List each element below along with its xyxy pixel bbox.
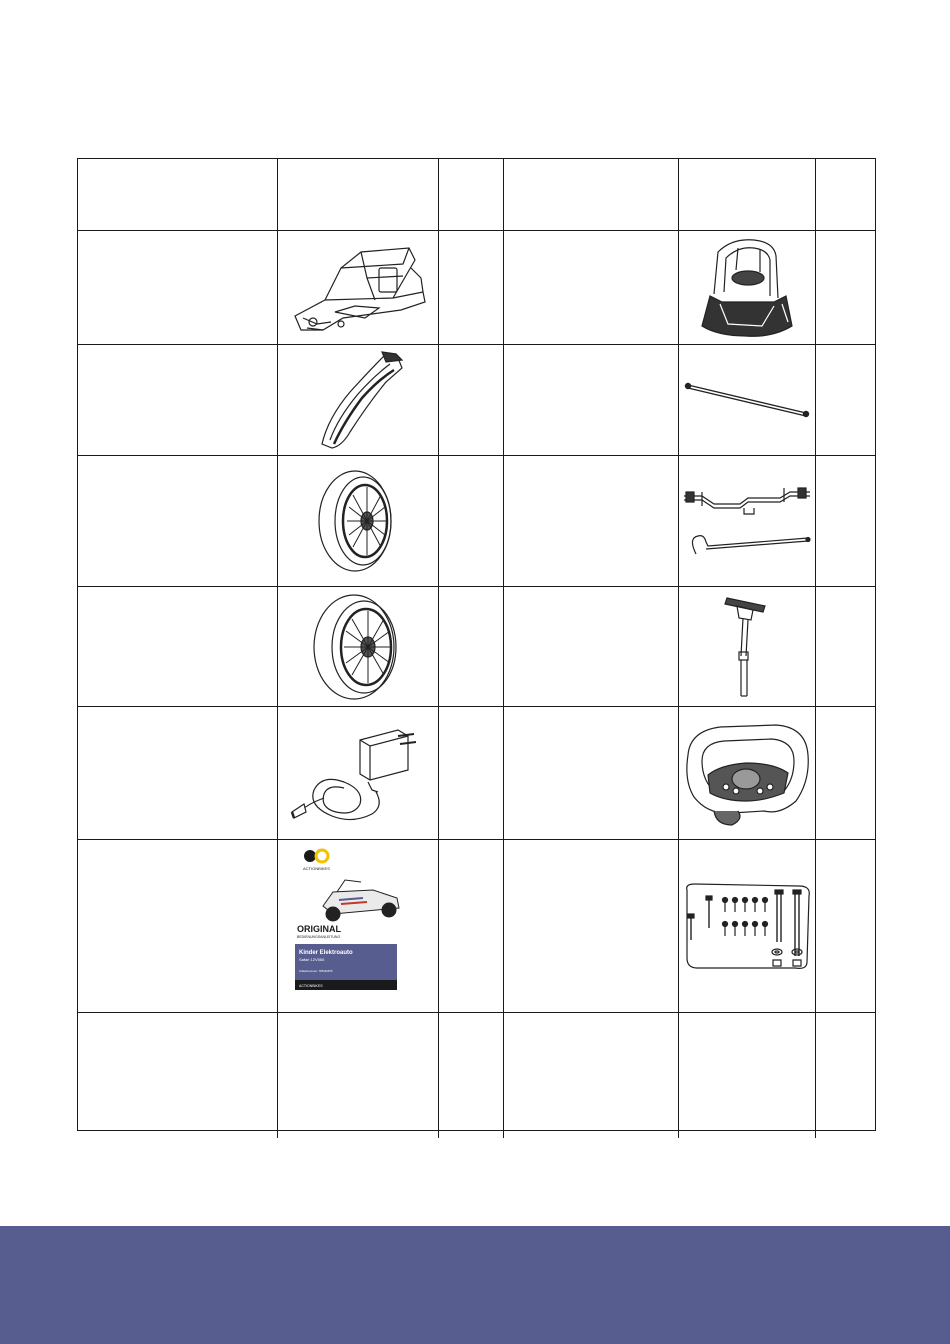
column-divider (503, 159, 504, 1138)
parts-table (77, 158, 876, 1131)
manual-headline: ORIGINAL (297, 924, 341, 934)
manual-subheadline: BEDIENUNGSANLEITUNG (297, 935, 341, 939)
column-divider (438, 159, 439, 1138)
header-cell (679, 159, 815, 230)
kart-frame-icon (278, 231, 438, 344)
manual-icon (278, 840, 438, 1012)
rear-wheel-icon (278, 587, 438, 706)
header-cell (278, 159, 438, 230)
header-cell (439, 159, 503, 230)
header-cell (816, 159, 875, 230)
front-axle-and-pull-rod-icon (679, 456, 815, 586)
manual-banner-title: Kinder Elektroauto (299, 950, 353, 956)
footer-band (0, 1226, 950, 1344)
manual-banner-small: Artikelnummer: 785430876 (299, 969, 333, 973)
seat-icon (679, 231, 815, 344)
empty-cell (679, 1013, 815, 1129)
column-divider (875, 159, 876, 1130)
manual-brand-bar: ACTIONBIKES (299, 984, 323, 988)
rear-fender-icon (278, 345, 438, 455)
column-divider (815, 159, 816, 1138)
manual-banner-model: Safari 12V565 (299, 957, 325, 962)
manual-logo-text: ACTIONBIKES (303, 866, 330, 871)
axle-rod-icon (679, 345, 815, 455)
empty-cell (278, 1013, 438, 1129)
header-cell (504, 159, 678, 230)
steering-column-icon (679, 587, 815, 706)
steering-wheel-icon (679, 707, 815, 839)
front-wheel-icon (278, 456, 438, 586)
charger-icon (278, 707, 438, 839)
screws-bag-icon (679, 840, 815, 1012)
header-cell (78, 159, 277, 230)
